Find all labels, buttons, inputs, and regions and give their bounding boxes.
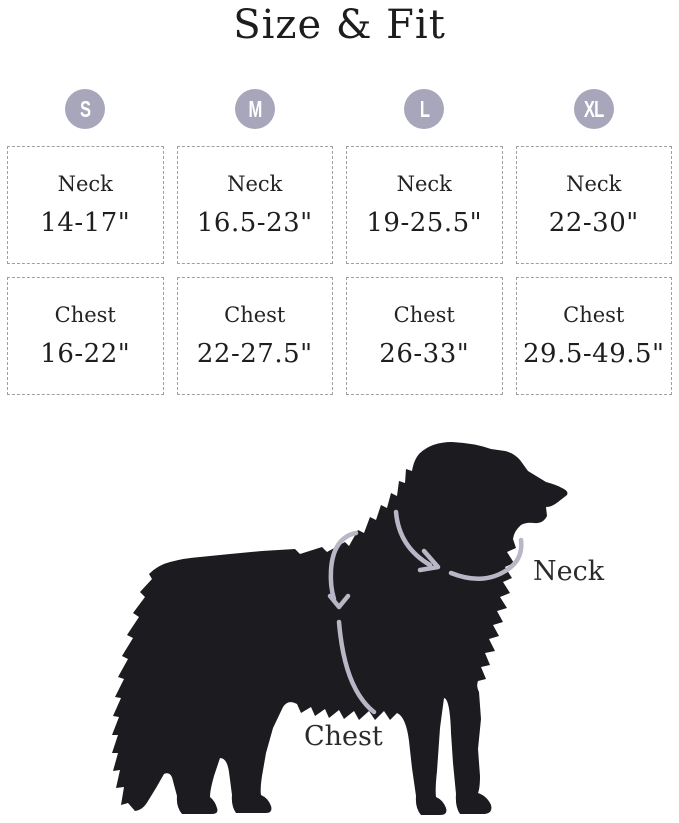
size-badge-m [235, 89, 275, 129]
neck-box-s-label: Neck [57, 172, 113, 196]
chest-box-m-label: Chest [224, 303, 286, 327]
neck-box-xl-value: 22-30" [548, 208, 639, 238]
neck-box-s [7, 146, 164, 264]
neck-box-m [177, 146, 334, 264]
size-badge-xl-label: XL [583, 95, 604, 122]
chest-box-l-value: 26-33" [379, 339, 470, 369]
chest-measurements-row [0, 277, 679, 395]
chest-box-m [177, 277, 334, 395]
size-badge-l-label: L [419, 95, 429, 122]
size-badge-s [65, 89, 105, 129]
chest-box-xl-label: Chest [563, 303, 625, 327]
chest-box-l-label: Chest [393, 303, 455, 327]
neck-box-l [346, 146, 503, 264]
dog-measurement-diagram [0, 423, 679, 823]
chest-box-m-value: 22-27.5" [196, 339, 313, 369]
size-badge-m-label: M [248, 95, 262, 122]
neck-box-xl-label: Neck [566, 172, 622, 196]
size-badge-l [404, 89, 444, 129]
neck-box-m-value: 16.5-23" [196, 208, 313, 238]
chest-box-xl-value: 29.5-49.5" [522, 339, 665, 369]
neck-box-l-value: 19-25.5" [366, 208, 483, 238]
page-title: Size & Fit [233, 2, 446, 48]
neck-box-s-value: 14-17" [40, 208, 131, 238]
chest-box-s [7, 277, 164, 395]
neck-box-l-label: Neck [396, 172, 452, 196]
chest-box-s-label: Chest [54, 303, 116, 327]
neck-box-xl [516, 146, 673, 264]
size-badge-xl [574, 89, 614, 129]
chest-box-s-value: 16-22" [40, 339, 131, 369]
chest-box-xl [516, 277, 673, 395]
diagram-neck-label: Neck [533, 556, 605, 587]
diagram-chest-label: Chest [304, 721, 383, 752]
size-badge-s-label: S [80, 95, 91, 122]
neck-measurements-row [0, 146, 679, 264]
neck-box-m-label: Neck [227, 172, 283, 196]
size-badges-row [0, 89, 679, 129]
chest-box-l [346, 277, 503, 395]
